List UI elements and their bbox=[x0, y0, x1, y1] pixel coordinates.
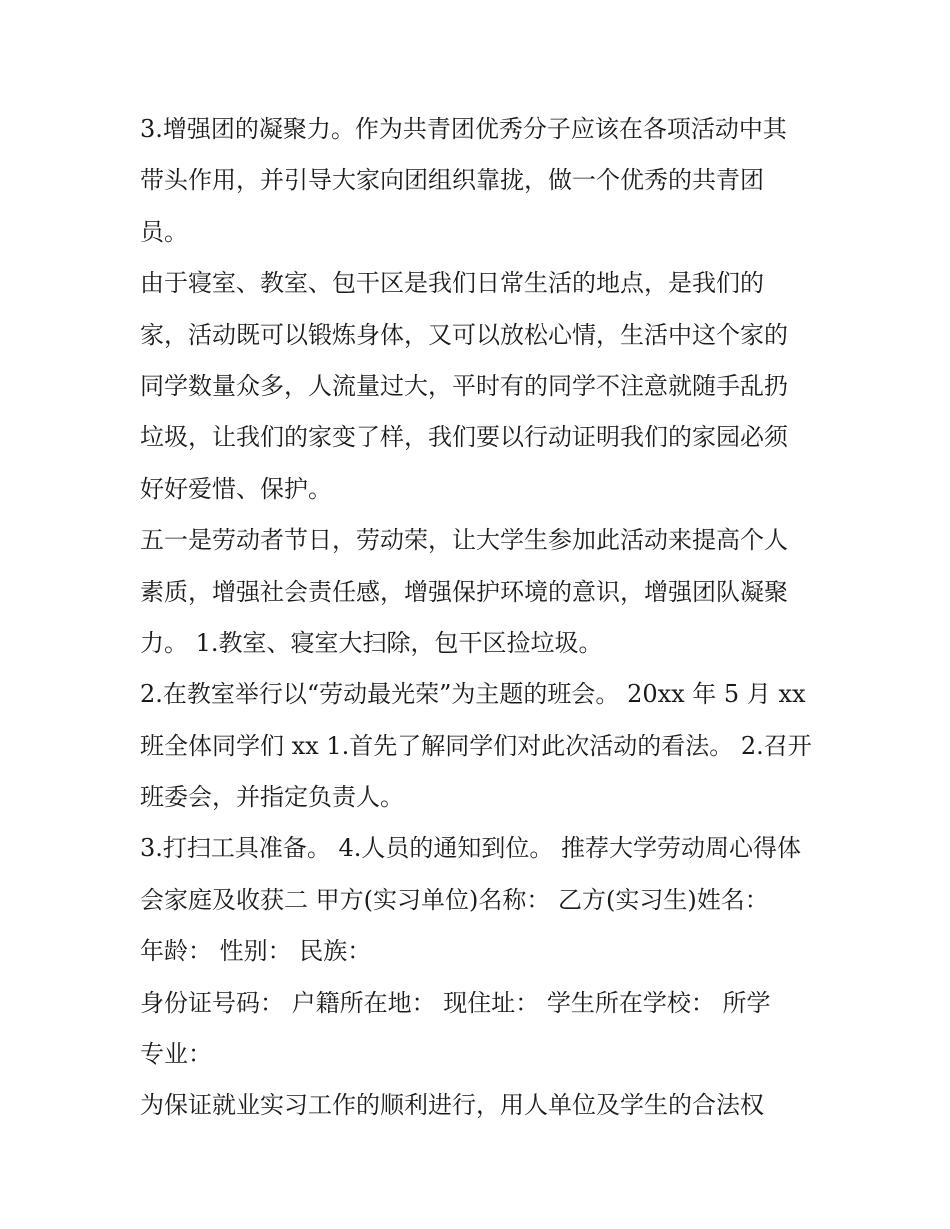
text-line: 班委会，并指定负责人。 bbox=[140, 783, 404, 812]
text-line: 班全体同学们 xx 1.首先了解同学们对此次活动的看法。 2.召开 bbox=[140, 731, 812, 760]
text-line: 力。 1.教室、寝室大扫除，包干区捡垃圾。 bbox=[140, 628, 603, 657]
text-line: 2.在教室举行以“劳动最光荣”为主题的班会。 20xx 年 5 月 xx bbox=[140, 680, 806, 709]
text-line: 年龄： 性别： 民族： bbox=[140, 937, 372, 966]
text-line: 同学数量众多，人流量过大，平时有的同学不注意就随手乱扔 bbox=[140, 371, 788, 400]
text-line: 专业： bbox=[140, 1040, 212, 1069]
text-line: 素质，增强社会责任感，增强保护环境的意识，增强团队凝聚 bbox=[140, 577, 788, 606]
text-line: 五一是劳动者节日，劳动荣，让大学生参加此活动来提高个人 bbox=[140, 526, 788, 555]
text-line: 为保证就业实习工作的顺利进行，用人单位及学生的合法权 bbox=[140, 1091, 764, 1120]
text-line: 由于寝室、教室、包干区是我们日常生活的地点，是我们的 bbox=[140, 269, 764, 298]
text-line: 家，活动既可以锻炼身体，又可以放松心情，生活中这个家的 bbox=[140, 320, 788, 349]
text-line: 会家庭及收获二 甲方(实习单位)名称： 乙方(实习生)姓名： bbox=[140, 885, 769, 914]
text-line: 3.增强团的凝聚力。作为共青团优秀分子应该在各项活动中其 bbox=[140, 115, 787, 143]
text-line: 好好爱惜、保护。 bbox=[140, 474, 332, 503]
text-line: 带头作用，并引导大家向团组织靠拢，做一个优秀的共青团 bbox=[140, 166, 764, 195]
text-line: 身份证号码： 户籍所在地： 现住址： 学生所在学校： 所学 bbox=[140, 988, 771, 1017]
text-line: 垃圾，让我们的家变了样，我们要以行动证明我们的家园必须 bbox=[140, 423, 788, 452]
text-line: 员。 bbox=[140, 217, 188, 246]
document-body bbox=[140, 104, 830, 1132]
text-line: 3.打扫工具准备。 4.人员的通知到位。 推荐大学劳动周心得体 bbox=[140, 834, 802, 863]
